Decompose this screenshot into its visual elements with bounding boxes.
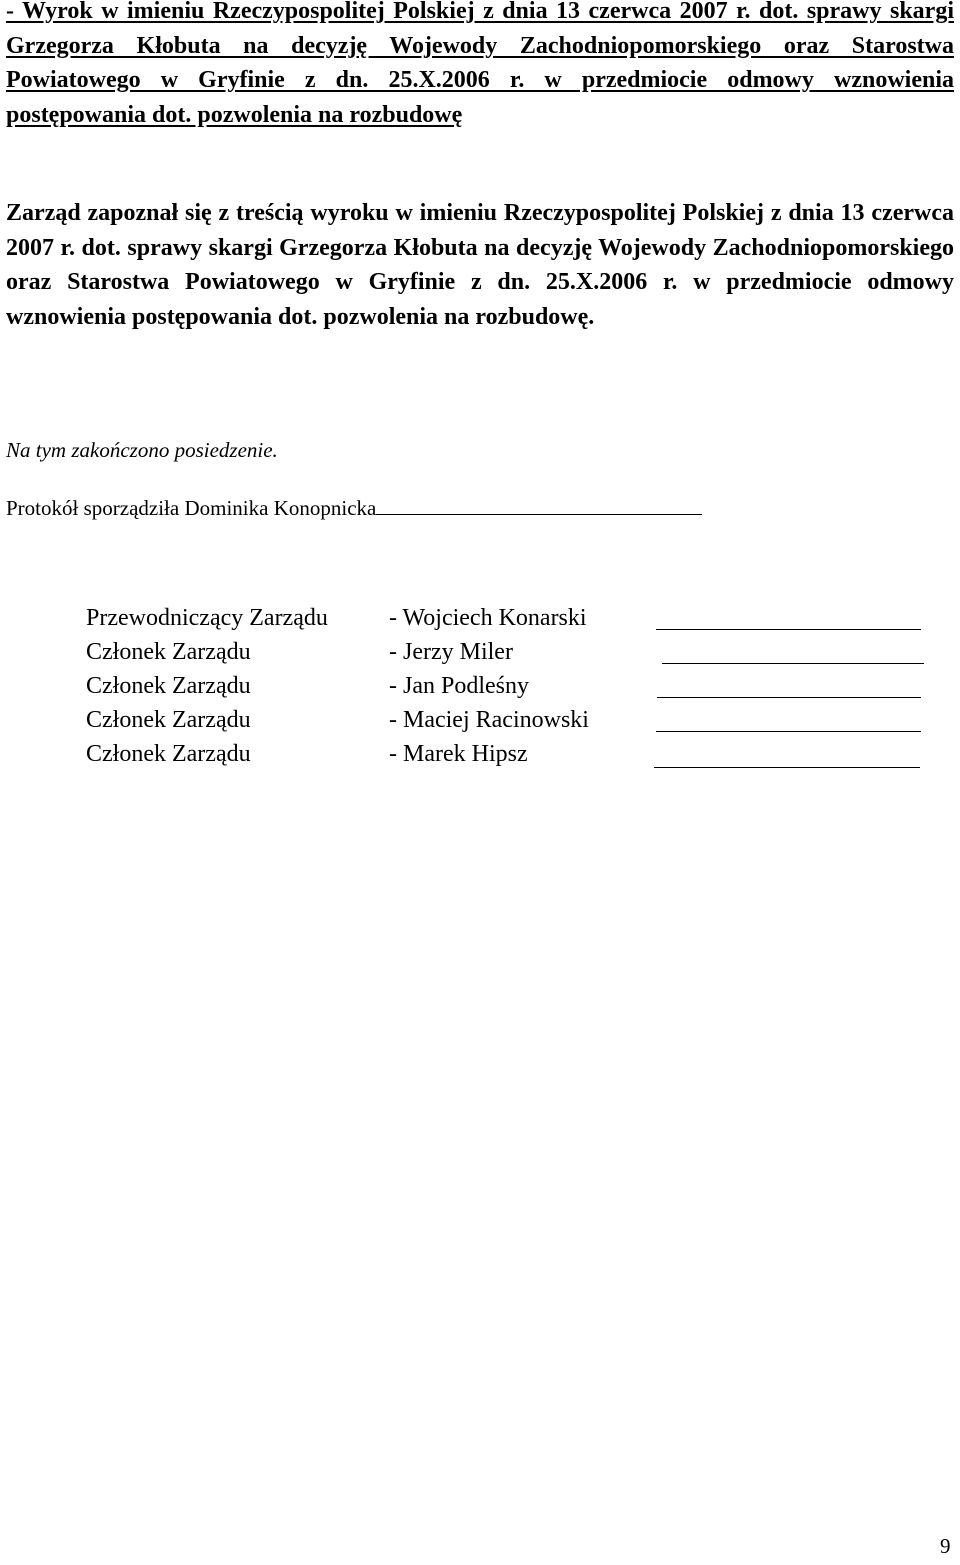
signature-name: - Jerzy Miler xyxy=(389,639,513,665)
signature-role: Przewodniczący Zarządu xyxy=(86,605,328,631)
signature-role: Członek Zarządu xyxy=(86,673,251,699)
signature-row xyxy=(86,703,936,737)
agenda-item-heading: - Wyrok w imieniu Rzeczypospolitej Polskiej z dnia 13 czerwca 2007 r. dot. sprawy skargi Grzegorza Kłobuta na decyzję Wojewody Zachodniopomorskiego oraz Starostwa Powiatowego w Gryfinie z dn. 25.X.2006 r. w przedmiocie odmowy wznowienia postępowania dot. pozwolenia na rozbudowę xyxy=(6,0,954,128)
signature-row xyxy=(86,635,936,669)
signature-row xyxy=(86,669,936,703)
protocol-signature-line xyxy=(376,494,702,515)
signature-row xyxy=(86,737,936,771)
protocol-author-line xyxy=(6,494,702,522)
signature-name: - Wojciech Konarski xyxy=(389,605,587,631)
page-number: 9 xyxy=(940,1534,951,1558)
signature-row xyxy=(86,601,936,635)
signature-role: Członek Zarządu xyxy=(86,741,251,767)
signature-line xyxy=(654,767,920,768)
signature-name: - Marek Hipsz xyxy=(389,741,528,767)
signature-line xyxy=(662,663,924,664)
signature-role: Członek Zarządu xyxy=(86,707,251,733)
closing-statement: Na tym zakończono posiedzenie. xyxy=(6,438,278,462)
signature-role: Członek Zarządu xyxy=(86,639,251,665)
signature-name: - Maciej Racinowski xyxy=(389,707,589,733)
resolution-paragraph: Zarząd zapoznał się z treścią wyroku w imieniu Rzeczypospolitej Polskiej z dnia 13 czerwca 2007 r. dot. sprawy skargi Grzegorza Kłobuta na decyzję Wojewody Zachodniopomorskiego oraz Starostwa Powiatowego w Gryfinie z dn. 25.X.2006 r. w przedmiocie odmowy wznowienia postępowania dot. pozwolenia na rozbudowę. xyxy=(6,200,954,330)
signature-line xyxy=(657,697,921,698)
signature-name: - Jan Podleśny xyxy=(389,673,529,699)
signature-line xyxy=(656,629,921,630)
protocol-author-text: Protokół sporządziła Dominika Konopnicka xyxy=(6,496,377,520)
signatures-block xyxy=(86,601,936,771)
signature-line xyxy=(656,731,921,732)
